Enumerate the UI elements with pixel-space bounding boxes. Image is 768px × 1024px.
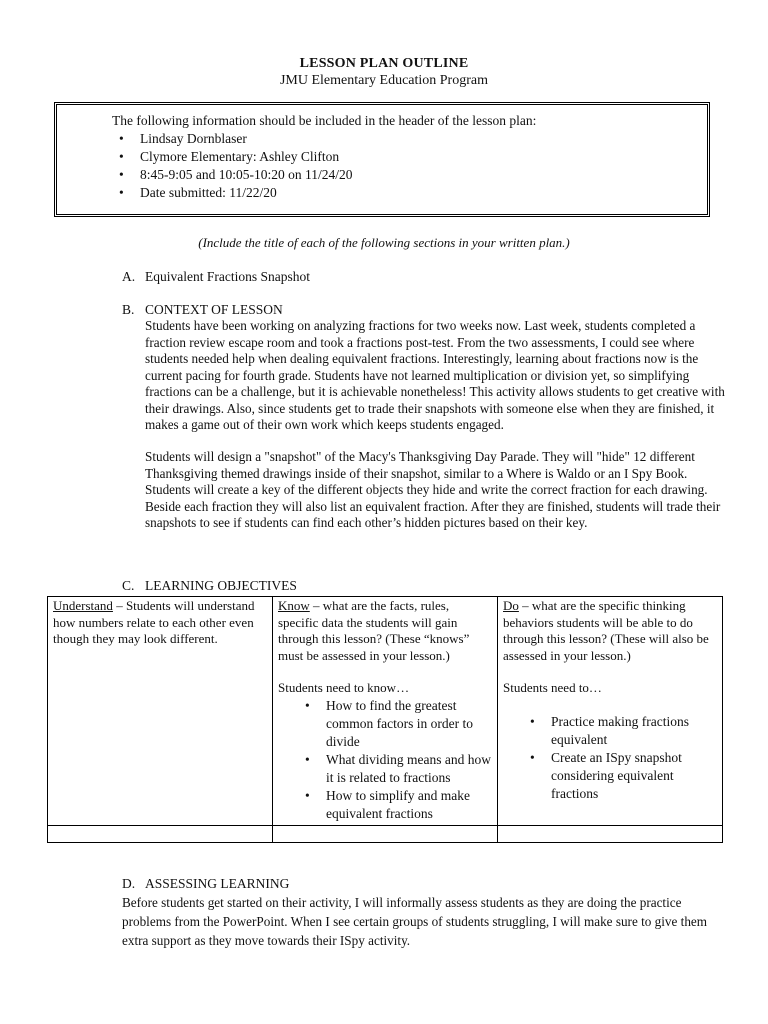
do-item: • Practice making fractions equivalent — [503, 713, 717, 749]
header-info-content — [112, 112, 536, 202]
header-info-box — [54, 102, 710, 217]
do-list — [503, 713, 717, 803]
do-item: • Create an ISpy snapshot considering equivalent fractions — [503, 749, 717, 803]
header-item-school: • Clymore Elementary: Ashley Clifton — [112, 148, 536, 166]
learning-objectives-table — [47, 596, 723, 843]
section-a-heading — [122, 269, 310, 285]
understand-text: – Students will understand how numbers relate to each other even though they may look different. — [53, 598, 255, 646]
section-b-letter: B. — [122, 302, 135, 317]
header-item-time: • 8:45-9:05 and 10:05-10:20 on 11/24/20 — [112, 166, 536, 184]
assessing-paragraph: Before students get started on their activity, I will informally assess students as they are doing the practice problems from the PowerPoint. When I see certain groups of students struggling, I will make sure to give them extra support as they move towards their ISpy activity. — [122, 895, 708, 948]
empty-cell — [48, 825, 273, 842]
context-paragraph-1 — [145, 318, 725, 434]
section-c-letter: C. — [122, 578, 135, 593]
understand-label: Understand — [53, 598, 113, 613]
instruction-note: (Include the title of each of the following sections in your written plan.) — [198, 235, 570, 250]
section-d-title: ASSESSING LEARNING — [145, 876, 290, 891]
know-item: • How to find the greatest common factors in order to divide — [278, 697, 492, 751]
section-d-heading — [122, 876, 289, 892]
empty-cell — [498, 825, 723, 842]
know-item: • What dividing means and how it is related to fractions — [278, 751, 492, 787]
section-a-letter: A. — [122, 269, 136, 284]
header-intro: The following information should be included in the header of the lesson plan: — [112, 113, 537, 128]
context-text-2: Students will design a "snapshot" of the Macy's Thanksgiving Day Parade. They will "hide" 12 different Thanksgiving themed drawings inside of their snapshot, similar to a Where is Waldo or an I Spy Book. Students will create a key of the different objects they hide and write the correct fraction for each drawing. Beside each fraction they will also list an equivalent fraction. After they are finished, students will trade their snapshots to see if students can find each other’s hidden pictures based on their key. — [145, 449, 721, 530]
know-lead: Students need to know… — [278, 680, 410, 695]
know-item: • How to simplify and make equivalent fractions — [278, 787, 492, 823]
section-c-title: LEARNING OBJECTIVES — [145, 578, 297, 593]
know-text: – what are the facts, rules, specific data the students will gain through this lesson? (These “knows” must be assessed in your lesson.) — [278, 598, 470, 663]
context-text-1: Students have been working on analyzing fractions for two weeks now. Last week, students completed a fraction review escape room and took a fractions post-test. From the two assessments, I could see where students needed help when dealing equivalent fractions. Interestingly, learning about fractions now is the current pacing for fourth grade. Students have not learned multiplication or division yet, so simplifying fractions can be a challenge, but it is achievable nonetheless! This activity allows students to get creative with their drawings. Also, since students get to trade their snapshots with someone else when they are finished, it makes a game out of their own work which keeps students engaged. — [145, 318, 725, 432]
do-label: Do — [503, 598, 519, 613]
page-subtitle: JMU Elementary Education Program — [279, 73, 488, 88]
section-b-heading — [122, 302, 283, 318]
section-c-heading — [122, 578, 297, 594]
header-item-author: • Lindsay Dornblaser — [112, 130, 536, 148]
do-text: – what are the specific thinking behaviors students will be able to do through this lesson? (These will also be assessed in your lesson.) — [503, 598, 709, 663]
understand-cell — [48, 597, 273, 826]
objectives-row — [48, 597, 723, 826]
header-item-date-submitted: • Date submitted: 11/22/20 — [112, 184, 536, 202]
section-a-title: Equivalent Fractions Snapshot — [145, 269, 310, 284]
do-cell — [498, 597, 723, 826]
do-lead: Students need to… — [503, 680, 602, 695]
know-list — [278, 697, 492, 823]
section-d-letter: D. — [122, 876, 136, 891]
know-cell — [273, 597, 498, 826]
context-paragraph-2 — [145, 449, 725, 532]
objectives-empty-row — [48, 825, 723, 842]
section-b-title: CONTEXT OF LESSON — [145, 302, 283, 317]
empty-cell — [273, 825, 498, 842]
page-title: LESSON PLAN OUTLINE — [299, 56, 469, 71]
header-list — [112, 130, 536, 202]
know-label: Know — [278, 598, 310, 613]
